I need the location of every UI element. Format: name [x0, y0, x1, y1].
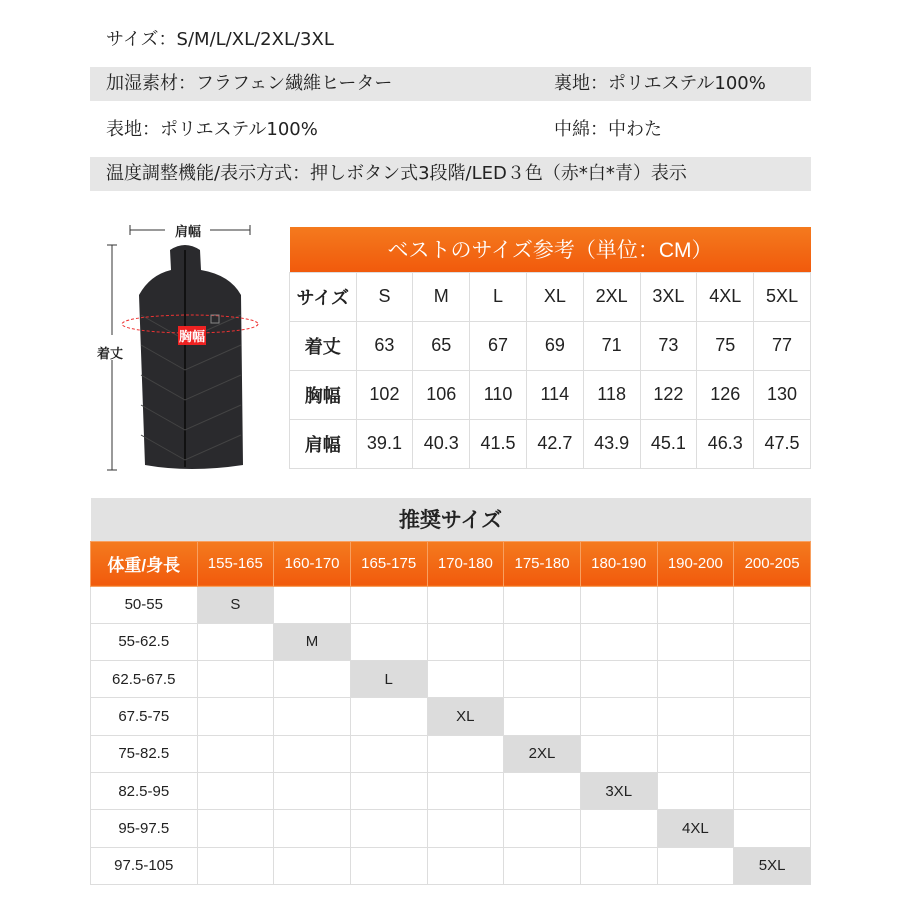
table-cell: 40.3: [413, 419, 470, 468]
empty-cell: [197, 698, 274, 735]
recommended-size-cell: S: [197, 586, 274, 623]
empty-cell: [657, 623, 734, 660]
recommended-size-table: [90, 498, 811, 885]
weight-cell: 67.5-75: [91, 698, 198, 735]
table-row: [91, 623, 811, 660]
empty-cell: [580, 661, 657, 698]
table-cell: 126: [697, 370, 754, 419]
table-cell: 41.5: [470, 419, 527, 468]
table-row: [290, 272, 811, 321]
recommended-size-cell: M: [274, 623, 351, 660]
recommended-size-cell: 2XL: [504, 735, 581, 772]
table-row: [91, 698, 811, 735]
table-row: [91, 847, 811, 884]
table-header-cell: S: [356, 272, 413, 321]
empty-cell: [197, 623, 274, 660]
empty-cell: [657, 735, 734, 772]
table-header-cell: サイズ: [290, 272, 357, 321]
table-header-cell: 180-190: [580, 541, 657, 586]
table-cell: 肩幅: [290, 419, 357, 468]
table-cell: 110: [470, 370, 527, 419]
table-cell: 65: [413, 321, 470, 370]
empty-cell: [274, 810, 351, 847]
recommended-size-cell: 5XL: [734, 847, 811, 884]
empty-cell: [197, 772, 274, 809]
empty-cell: [274, 772, 351, 809]
empty-cell: [197, 810, 274, 847]
table-cell: 73: [640, 321, 697, 370]
spec-outer-text: 表地：ポリエステル100%: [106, 119, 318, 140]
empty-cell: [197, 735, 274, 772]
empty-cell: [350, 847, 427, 884]
empty-cell: [274, 586, 351, 623]
empty-cell: [580, 698, 657, 735]
empty-cell: [657, 661, 734, 698]
weight-cell: 82.5-95: [91, 772, 198, 809]
empty-cell: [734, 698, 811, 735]
empty-cell: [504, 661, 581, 698]
empty-cell: [657, 847, 734, 884]
chest-label: 胸幅: [178, 326, 206, 345]
table-cell: 122: [640, 370, 697, 419]
empty-cell: [350, 810, 427, 847]
empty-cell: [580, 810, 657, 847]
weight-cell: 62.5-67.5: [91, 661, 198, 698]
empty-cell: [504, 810, 581, 847]
table-cell: 42.7: [526, 419, 583, 468]
table-cell: 47.5: [754, 419, 811, 468]
spec-temp-text: 温度調整機能/表示方式：押しボタン式3段階/LED３色（赤*白*青）表示: [106, 163, 687, 184]
table-header-cell: 165-175: [350, 541, 427, 586]
table-cell: 39.1: [356, 419, 413, 468]
weight-cell: 50-55: [91, 586, 198, 623]
shoulder-label: 肩幅: [175, 225, 202, 240]
empty-cell: [427, 847, 504, 884]
table-header-cell: 160-170: [274, 541, 351, 586]
weight-cell: 55-62.5: [91, 623, 198, 660]
table-header-cell: 175-180: [504, 541, 581, 586]
recommended-size-cell: 3XL: [580, 772, 657, 809]
table-cell: 胸幅: [290, 370, 357, 419]
empty-cell: [504, 623, 581, 660]
table-header-cell: 170-180: [427, 541, 504, 586]
empty-cell: [350, 586, 427, 623]
spec-size-text: サイズ：S/M/L/XL/2XL/3XL: [106, 29, 334, 50]
table-header-cell: 5XL: [754, 272, 811, 321]
empty-cell: [657, 586, 734, 623]
table-header-cell: 体重/身長: [91, 541, 198, 586]
empty-cell: [427, 810, 504, 847]
empty-cell: [427, 661, 504, 698]
table-header-cell: 190-200: [657, 541, 734, 586]
table-row: [91, 772, 811, 809]
spec-heater-text: 加湿素材：フラフェン繊維ヒーター: [106, 73, 393, 94]
empty-cell: [580, 623, 657, 660]
table-header-cell: 2XL: [583, 272, 640, 321]
table-cell: 114: [526, 370, 583, 419]
weight-cell: 97.5-105: [91, 847, 198, 884]
table-header-cell: 4XL: [697, 272, 754, 321]
table-cell: 67: [470, 321, 527, 370]
table-row: [91, 586, 811, 623]
table-cell: 75: [697, 321, 754, 370]
length-label: 着丈: [97, 347, 124, 362]
table-row: [290, 419, 811, 468]
table-row: [91, 735, 811, 772]
table-cell: 63: [356, 321, 413, 370]
size-chart-title: ベストのサイズ参考（単位：CM）: [290, 227, 811, 272]
vest-diagram: [95, 215, 275, 475]
table-header-cell: M: [413, 272, 470, 321]
empty-cell: [734, 735, 811, 772]
empty-cell: [350, 772, 427, 809]
table-header-cell: L: [470, 272, 527, 321]
table-cell: 69: [526, 321, 583, 370]
empty-cell: [427, 772, 504, 809]
empty-cell: [734, 661, 811, 698]
empty-cell: [350, 623, 427, 660]
empty-cell: [504, 772, 581, 809]
spec-row-heater: [90, 67, 811, 101]
empty-cell: [580, 735, 657, 772]
empty-cell: [197, 847, 274, 884]
empty-cell: [274, 698, 351, 735]
table-cell: 130: [754, 370, 811, 419]
size-chart-table: [289, 227, 811, 469]
empty-cell: [734, 623, 811, 660]
spec-row-outer: [90, 113, 811, 147]
empty-cell: [427, 623, 504, 660]
empty-cell: [427, 735, 504, 772]
empty-cell: [734, 586, 811, 623]
spec-padding-text: 中綿：中わた: [554, 119, 662, 140]
table-cell: 77: [754, 321, 811, 370]
table-row: [91, 661, 811, 698]
empty-cell: [504, 586, 581, 623]
empty-cell: [504, 847, 581, 884]
table-row: [290, 370, 811, 419]
empty-cell: [504, 698, 581, 735]
table-cell: 102: [356, 370, 413, 419]
table-cell: 着丈: [290, 321, 357, 370]
empty-cell: [350, 698, 427, 735]
empty-cell: [580, 586, 657, 623]
table-cell: 118: [583, 370, 640, 419]
spec-size: [90, 23, 811, 57]
table-cell: 45.1: [640, 419, 697, 468]
spec-lining-text: 裏地：ポリエステル100%: [554, 73, 766, 94]
empty-cell: [274, 661, 351, 698]
table-row: [290, 321, 811, 370]
recommended-size-cell: XL: [427, 698, 504, 735]
table-header-cell: 3XL: [640, 272, 697, 321]
empty-cell: [734, 772, 811, 809]
table-cell: 46.3: [697, 419, 754, 468]
table-header-cell: XL: [526, 272, 583, 321]
table-header-row: [91, 541, 811, 586]
table-header-cell: 200-205: [734, 541, 811, 586]
empty-cell: [274, 847, 351, 884]
table-header-cell: 155-165: [197, 541, 274, 586]
empty-cell: [274, 735, 351, 772]
recommended-size-cell: L: [350, 661, 427, 698]
empty-cell: [197, 661, 274, 698]
table-row: [91, 810, 811, 847]
empty-cell: [427, 586, 504, 623]
weight-cell: 95-97.5: [91, 810, 198, 847]
empty-cell: [580, 847, 657, 884]
table-cell: 71: [583, 321, 640, 370]
weight-cell: 75-82.5: [91, 735, 198, 772]
empty-cell: [734, 810, 811, 847]
empty-cell: [350, 735, 427, 772]
empty-cell: [657, 698, 734, 735]
recommended-size-title: 推奨サイズ: [91, 498, 811, 541]
spec-temp: [90, 157, 811, 191]
table-cell: 106: [413, 370, 470, 419]
table-cell: 43.9: [583, 419, 640, 468]
empty-cell: [657, 772, 734, 809]
recommended-size-cell: 4XL: [657, 810, 734, 847]
